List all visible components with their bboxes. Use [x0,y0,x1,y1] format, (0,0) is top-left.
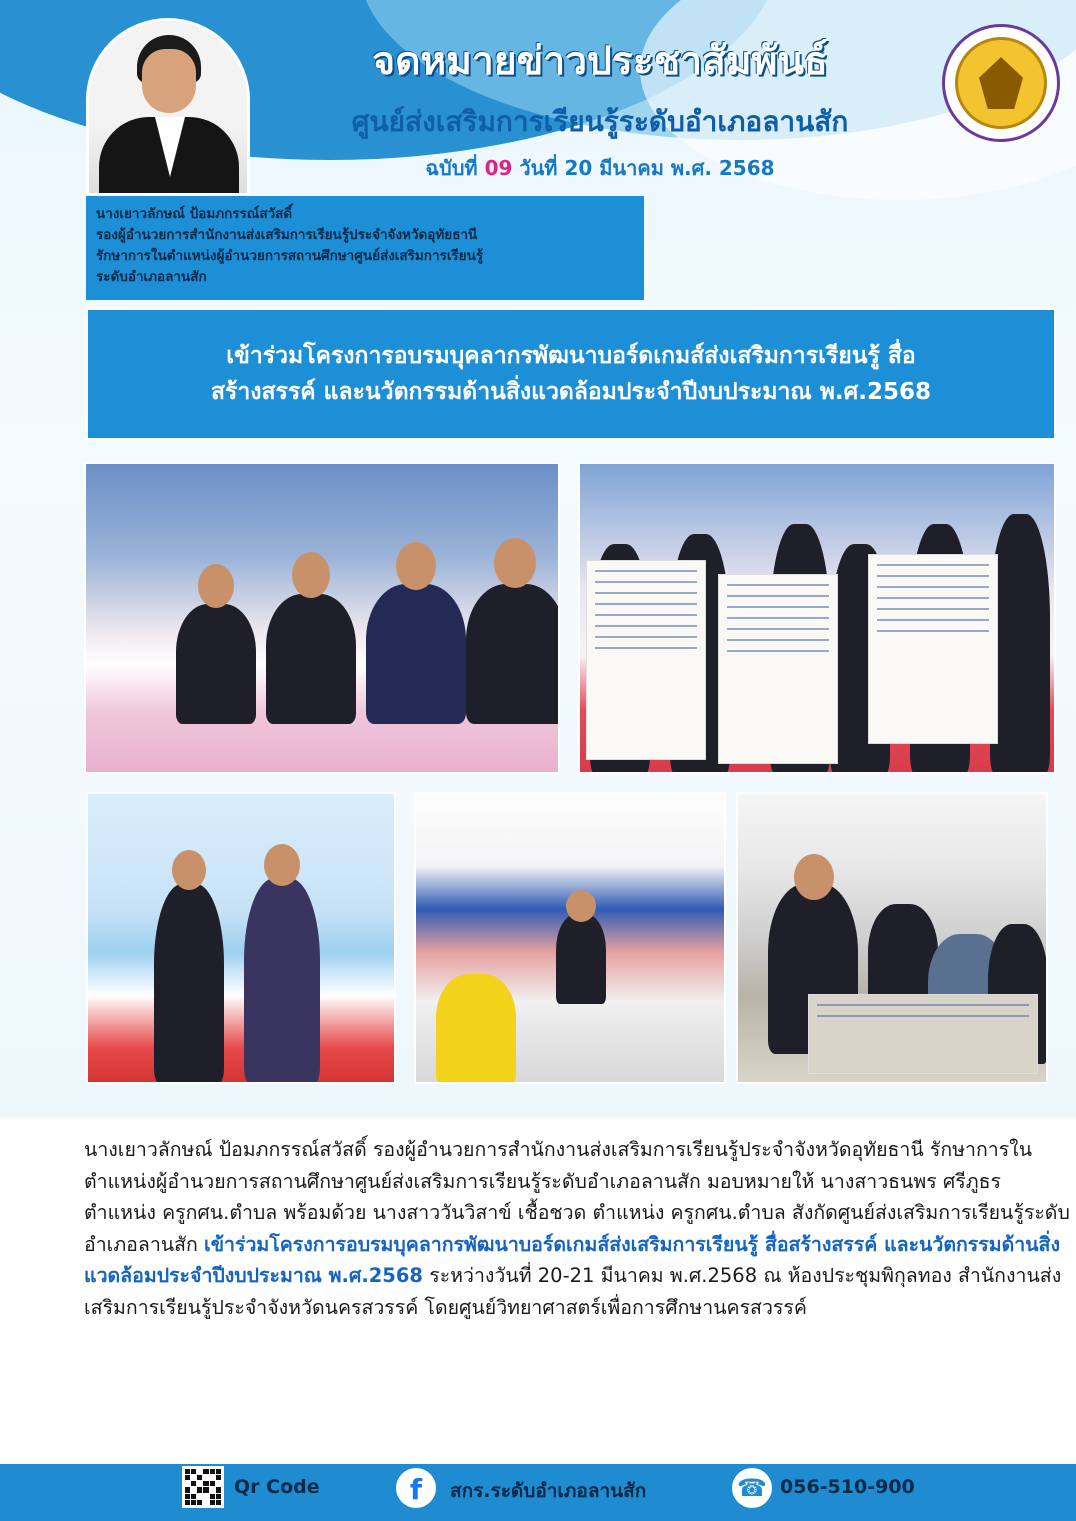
newsletter-subtitle: ศูนย์ส่งเสริมการเรียนรู้ระดับอำเภอลานสัก [351,105,849,138]
article-body [84,1134,1074,1323]
article-highlight: เข้าร่วมโครงการอบรมบุคลากรพัฒนาบอร์ดเกมส์ส่งเสริมการเรียนรู้ สื่อสร้างสรรค์ และนวัตกรรมด้านสิ่งแวดล้อมประจำปีงบประมาณ พ.ศ.2568 [84,1232,1060,1287]
profile-position: รักษาการในตำแหน่งผู้อำนวยการสถานศึกษาศูนย์ส่งเสริมการเรียนรู้ [96,248,484,264]
facebook-icon[interactable]: f [396,1468,436,1508]
qr-code-label: Qr Code [234,1476,320,1498]
article-text: ระหว่างวันที่ 20-21 มีนาคม พ.ศ.2568 ณ ห้องประชุมพิกุลทอง สำนักงานส่งเสริมการเรียนรู้ประจำจังหวัดนครสวรรค์ โดยศูนย์วิทยาศาสตร์เพื่อการศึกษานครสวรรค์ [84,1264,1062,1319]
profile-photo [86,18,250,196]
logo-crown-icon [979,57,1023,109]
photo-seated-participants [84,462,560,774]
qr-code-icon[interactable] [182,1466,224,1508]
portrait-image [89,21,247,193]
profile-position: ระดับอำเภอลานสัก [96,269,207,285]
issue-number: 09 [484,156,513,180]
facebook-link[interactable]: สกร.ระดับอำเภอลานสัก [450,1480,647,1502]
photo-speaker-presenting [414,792,726,1084]
article-text: นางเยาวลักษณ์ ป้อมภกรรณ์สวัสดิ์ รองผู้อำนวยการสำนักงานส่งเสริมการเรียนรู้ประจำจังหวัดอุทัยธานี รักษาการในตำแหน่งผู้อำนวยการสถานศึกษาศูนย์ส่งเสริมการเรียนรู้ระดับอำเภอลานสัก มอบหมายให้ นางสาวธนพร ศรีภูธร ตำแหน่ง ครูกศน.ตำบล พร้อมด้วย นางสาววันวิสาข์ เชื้อชวด ตำแหน่ง ครูกศน.ตำบล สังกัดศูนย์ส่งเสริมการเรียนรู้ระดับอำเภอลานสัก [84,1138,1070,1256]
issue-prefix: ฉบับที่ [425,156,485,180]
headline-banner [86,308,1056,440]
issue-line [270,152,930,184]
headline-line: สร้างสรรค์ และนวัตกรรมด้านสิ่งแวดล้อมประจำปีงบประมาณ พ.ศ.2568 [210,379,931,405]
headline-line: เข้าร่วมโครงการอบรมบุคลากรพัฒนาบอร์ดเกมส์ส่งเสริมการเรียนรู้ สื่อ [226,343,916,369]
profile-caption [86,196,644,300]
photo-group-with-posters [578,462,1056,774]
logo-emblem [955,37,1047,129]
photo-group-writing [736,792,1048,1084]
profile-position: รองผู้อำนวยการสำนักงานส่งเสริมการเรียนรู้ประจำจังหวัดอุทัยธานี [96,227,478,243]
photo-two-participants-banner [86,792,396,1084]
department-logo [942,24,1060,142]
newsletter-title: จดหมายข่าวประชาสัมพันธ์ [372,39,828,84]
phone-icon[interactable]: ☎ [732,1468,772,1508]
issue-date: วันที่ 20 มีนาคม พ.ศ. 2568 [512,156,775,180]
profile-name: นางเยาวลักษณ์ ป้อมภกรรณ์สวัสดิ์ [96,206,293,222]
phone-number[interactable]: 056-510-900 [780,1476,915,1498]
